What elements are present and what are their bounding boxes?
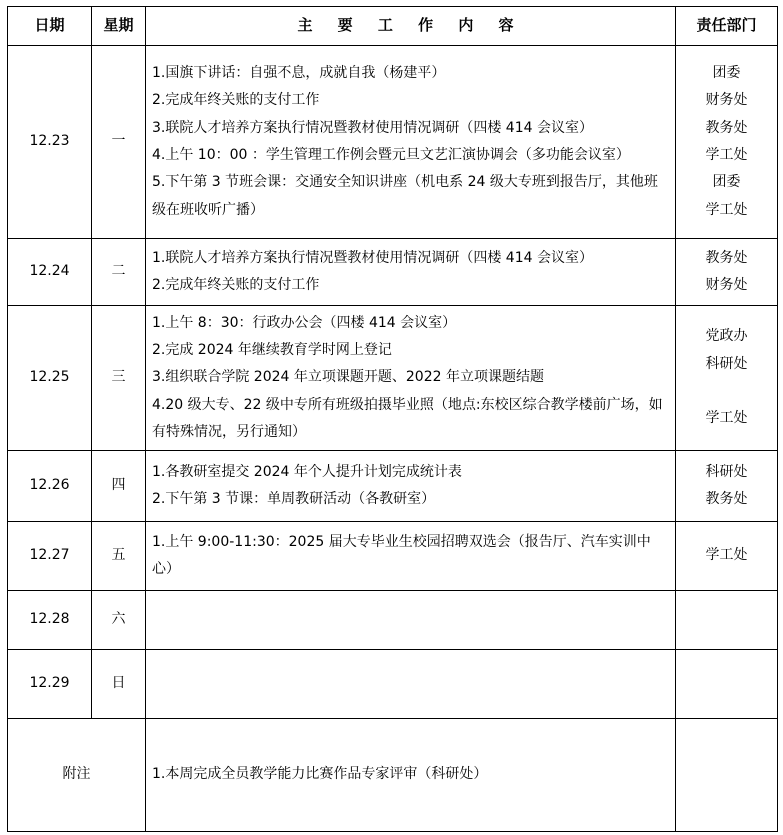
note-label: 附注: [8, 719, 146, 832]
work-item: 1.各教研室提交 2024 年个人提升计划完成统计表: [152, 463, 462, 480]
dept-label: 科研处: [705, 463, 748, 480]
row-date: 12.25: [8, 306, 92, 451]
row-weekday: 二: [92, 239, 146, 306]
row-date: 12.23: [8, 46, 92, 239]
row-depts: [676, 306, 778, 451]
work-item: 3.联院人才培养方案执行情况暨教材使用情况调研（四楼 414 会议室）: [152, 119, 593, 136]
row-depts: [676, 650, 778, 719]
dept-label: 财务处: [705, 92, 748, 109]
dept-label: 党政办: [705, 328, 748, 345]
work-item: 2.完成年终关账的支付工作: [152, 92, 320, 109]
row-date: 12.27: [8, 522, 92, 591]
dept-label: 学工处: [705, 201, 748, 218]
note-text: 1.本周完成全员教学能力比赛作品专家评审（科研处）: [146, 719, 676, 832]
header-weekday: 星期: [92, 7, 146, 46]
weekly-schedule-table: [7, 6, 778, 832]
row-content: [146, 522, 676, 591]
row-depts: [676, 522, 778, 591]
row-depts: [676, 239, 778, 306]
row-date: 12.28: [8, 591, 92, 650]
dept-label: 团委: [712, 174, 741, 191]
row-content: [146, 591, 676, 650]
dept-label: 科研处: [705, 355, 748, 372]
row-content: [146, 306, 676, 451]
dept-label: 教务处: [705, 491, 748, 507]
dept-label: 教务处: [705, 249, 748, 266]
schedule-row: [8, 650, 778, 719]
dept-label: 教务处: [705, 119, 748, 136]
work-item: 3.组织联合学院 2024 年立项课题开题、2022 年立项课题结题: [152, 369, 544, 386]
schedule-row: [8, 522, 778, 591]
dept-label: 团委: [712, 65, 741, 82]
schedule-row: [8, 591, 778, 650]
header-date: 日期: [8, 7, 92, 46]
dept-label: 学工处: [705, 547, 748, 564]
row-weekday: 四: [92, 451, 146, 522]
row-content: [146, 451, 676, 522]
schedule-row: [8, 306, 778, 451]
row-content: [146, 650, 676, 719]
note-row: [8, 719, 778, 832]
work-item: 1.上午 8：30：行政办公会（四楼 414 会议室）: [152, 314, 457, 331]
row-weekday: 一: [92, 46, 146, 239]
work-item: 4.20 级大专、22 级中专所有班级拍摄毕业照（地点:东校区综合教学楼前广场，如有特殊情况，另行通知）: [152, 396, 663, 440]
row-depts: [676, 46, 778, 239]
row-content: [146, 46, 676, 239]
row-weekday: 日: [92, 650, 146, 719]
row-depts: [676, 591, 778, 650]
header-dept: 责任部门: [676, 7, 778, 46]
work-item: 4.上午 10：00 ：学生管理工作例会暨元旦文艺汇演协调会（多功能会议室）: [152, 147, 630, 163]
dept-label: 学工处: [705, 410, 748, 427]
row-weekday: 五: [92, 522, 146, 591]
schedule-row: [8, 239, 778, 306]
dept-label: 学工处: [705, 147, 748, 163]
work-item: 2.完成 2024 年继续教育学时网上登记: [152, 342, 392, 359]
dept-label: [676, 378, 777, 405]
row-date: 12.29: [8, 650, 92, 719]
work-item: 2.下午第 3 节课：单周教研活动（各教研室）: [152, 491, 436, 507]
dept-label: 财务处: [705, 277, 748, 293]
header-row: [8, 7, 778, 46]
row-weekday: 六: [92, 591, 146, 650]
row-date: 12.26: [8, 451, 92, 522]
row-depts: [676, 451, 778, 522]
work-item: 5.下午第 3 节班会课：交通安全知识讲座（机电系 24 级大专班到报告厅，其他班级在班收听广播）: [152, 174, 658, 218]
row-weekday: 三: [92, 306, 146, 451]
work-item: 1.联院人才培养方案执行情况暨教材使用情况调研（四楼 414 会议室）: [152, 249, 593, 266]
note-dept-empty: [676, 719, 778, 832]
row-date: 12.24: [8, 239, 92, 306]
work-item: 1.国旗下讲话：自强不息，成就自我（杨建平）: [152, 65, 446, 82]
work-item: 1.上午 9:00-11:30：2025 届大专毕业生校园招聘双选会（报告厅、汽车实训中心）: [152, 533, 651, 577]
row-content: [146, 239, 676, 306]
header-content: 主 要 工 作 内 容: [146, 7, 676, 46]
schedule-row: [8, 46, 778, 239]
work-item: 2.完成年终关账的支付工作: [152, 277, 320, 293]
schedule-row: [8, 451, 778, 522]
